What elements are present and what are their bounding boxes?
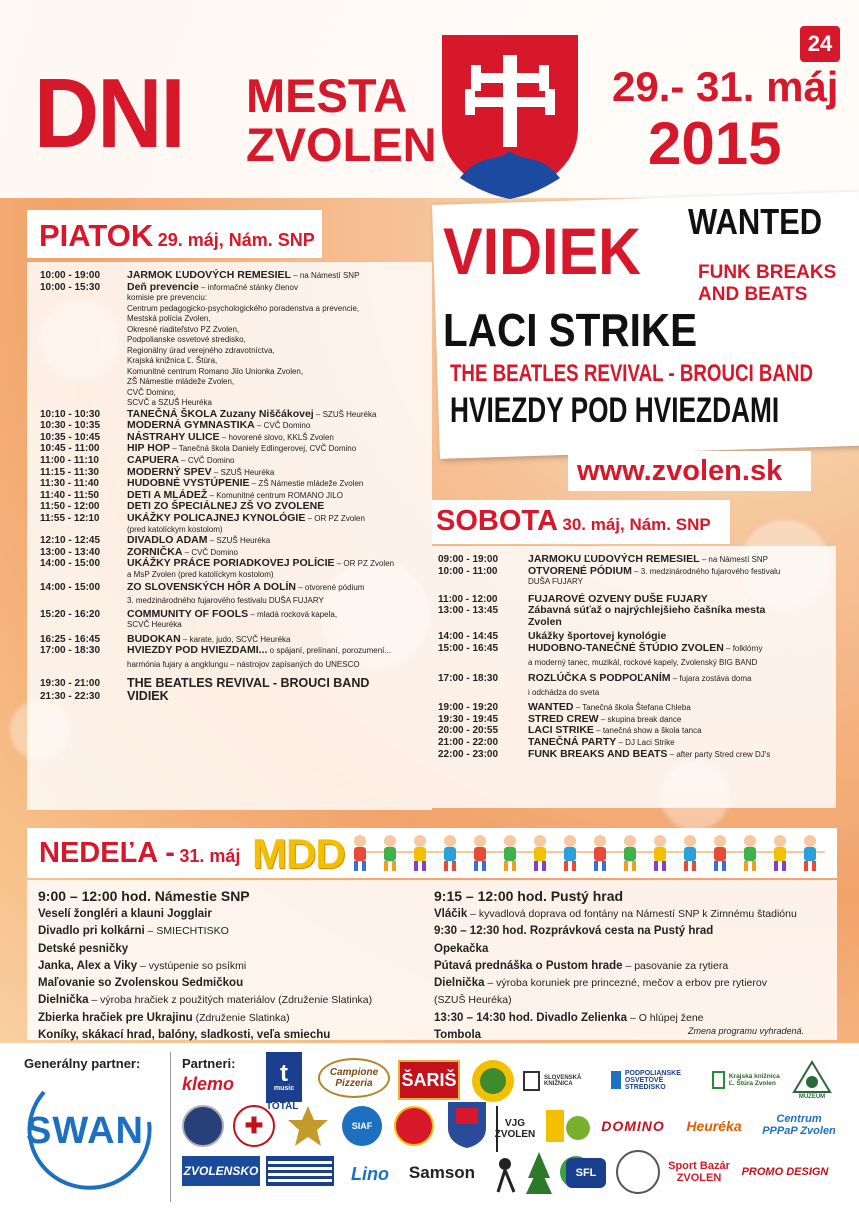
klemo-logo: klemo bbox=[182, 1074, 235, 1094]
sunday-item bbox=[434, 975, 834, 992]
saturday-schedule bbox=[438, 554, 833, 760]
sunday-item-title: 13:30 – 14:30 hod. Divadlo Zelienka bbox=[434, 1011, 628, 1024]
schedule-row bbox=[438, 566, 833, 578]
partners-divider bbox=[170, 1052, 171, 1202]
prevencia-member: Podpolianske osvetové stredisko, bbox=[127, 335, 246, 345]
headliner-hviezdy: HVIEZDY POD HVIEZDAMI bbox=[450, 391, 780, 430]
detail: – ZŠ Námestie mládeže Zvolen bbox=[249, 479, 364, 489]
campione-logo: Campione Pizzeria bbox=[318, 1058, 390, 1098]
time: 10:10 - 10:30 bbox=[40, 408, 101, 420]
sunday-item bbox=[38, 975, 438, 992]
schedule-row bbox=[40, 443, 430, 455]
detail: – CVČ Domino bbox=[254, 421, 311, 431]
pos-label: PODPOLIANSKE OSVETOVÉ STREDISKO bbox=[624, 1069, 681, 1091]
sunday-note: Zmena programu vyhradená. bbox=[688, 1026, 805, 1036]
prevencia-member: Centrum pedagogicko-psychologického poradenstva a prevencie, bbox=[127, 303, 360, 313]
siaf-logo: SIAF bbox=[342, 1106, 382, 1146]
schedule-row bbox=[40, 513, 430, 525]
sunday-item-title: Koníky, skákací hrad, balóny, sladkosti, veľa smiechu bbox=[38, 1029, 331, 1042]
detail: – Tanečná škola Daniely Edlingerovej, CVČ Domino bbox=[169, 444, 357, 454]
lino-logo: Lino bbox=[351, 1163, 389, 1184]
time: 10:45 - 11:00 bbox=[40, 443, 100, 455]
time: 13:00 - 13:40 bbox=[40, 546, 101, 558]
sunday-item bbox=[434, 1010, 834, 1027]
website-link[interactable]: www.zvolen.sk bbox=[577, 455, 783, 487]
event: HUDOBNÉ VYSTÚPENIE bbox=[127, 477, 250, 490]
juggler-logo bbox=[616, 1150, 660, 1194]
detail: – after party Stred crew DJ's bbox=[667, 749, 771, 759]
detail: – SZUŠ Heuréka bbox=[207, 536, 271, 546]
sunday-item-title: Janka, Alex a Viky bbox=[38, 959, 138, 972]
headliner-beats: AND BEATS bbox=[698, 284, 808, 305]
time: 11:00 - 12:00 bbox=[438, 593, 498, 605]
time: 13:00 - 13:45 bbox=[438, 605, 499, 617]
time: 22:00 - 23:00 bbox=[438, 748, 499, 760]
prevencia-member: Mestská polícia Zvolen, bbox=[127, 314, 211, 324]
event: Zábavná súťaž o najrýchlejšieho čašníka mesta bbox=[528, 604, 766, 617]
time: 14:00 - 15:00 bbox=[40, 558, 101, 570]
sunday-item-title: Vláčik bbox=[434, 908, 468, 920]
sunday-left-title: 9:00 – 12:00 hod. Námestie SNP bbox=[38, 888, 250, 904]
event: BUDOKAN bbox=[127, 632, 181, 645]
prevencia-member: CVČ Domino, bbox=[127, 387, 176, 397]
general-partner-label: Generálny partner: bbox=[24, 1056, 141, 1071]
domino-logo: DOMINO bbox=[601, 1118, 665, 1134]
event: OTVORENÉ PÓDIUM bbox=[528, 564, 632, 577]
friday-comm-sub: SCVČ Heuréka bbox=[127, 620, 182, 630]
muzeum-label: MÚZEUM bbox=[798, 1094, 826, 1100]
sunday-item-note: – SMIECHTISKO bbox=[144, 925, 229, 938]
sunday-left bbox=[38, 886, 438, 1044]
event: LACI STRIKE bbox=[528, 724, 594, 737]
zvolensko-logo: ZVOLENSKO bbox=[182, 1156, 260, 1186]
sunday-item-title: 9:30 – 12:30 hod. Rozprávková cesta na Pustý hrad bbox=[434, 925, 714, 938]
kriz-logo: ✚ bbox=[233, 1105, 275, 1147]
event: JARMOKU ĽUDOVÝCH REMESIEL bbox=[528, 553, 700, 565]
prevencia-member: Komunitné centrum Romano Jilo Unionka Zvolen, bbox=[127, 366, 304, 376]
sportbazar-logo: Sport Bazár ZVOLEN bbox=[668, 1160, 730, 1184]
schedule-row bbox=[40, 478, 430, 490]
time: 11:40 - 11:50 bbox=[40, 489, 99, 501]
schedule-row bbox=[40, 455, 430, 467]
sunday-item-title: Dielnička bbox=[38, 994, 89, 1007]
friday-hory-sub: 3. medzinárodného fujarového festivalu DUŠA FUJARY bbox=[127, 596, 324, 605]
schedule-row bbox=[40, 270, 430, 282]
sunday-day-label: NEDEĽA - bbox=[39, 837, 175, 869]
time: 19:00 - 19:20 bbox=[438, 702, 499, 714]
sunday-item bbox=[38, 958, 438, 975]
saturday-studio-sub: a moderný tanec, muzikál, rockové kapely, Zvolenský BIG BAND bbox=[528, 657, 758, 667]
schedule-row bbox=[438, 605, 833, 617]
header-zvolen: ZVOLEN bbox=[246, 118, 437, 171]
time: 12:10 - 12:45 bbox=[40, 535, 101, 547]
event: DETI A MLÁDEŽ bbox=[127, 488, 208, 501]
police-badge-logo bbox=[182, 1105, 224, 1147]
sunday-item bbox=[434, 906, 834, 923]
event: STRED CREW bbox=[528, 712, 599, 725]
prevencia-member: SCVČ a SZUŠ Heuréka bbox=[127, 398, 212, 408]
detail: – Komunitné centrum ROMANO JILO bbox=[207, 490, 343, 500]
detail: – OR PZ Zvolen bbox=[305, 514, 365, 524]
blue-stripes-logo bbox=[266, 1156, 334, 1186]
event: Ukážky športovej kynológie bbox=[528, 630, 667, 643]
sunday-item-title: Divadlo pri kolkárni bbox=[38, 925, 145, 938]
saturday-rozl-sub: i odchádza do sveta bbox=[528, 687, 600, 697]
time: 11:15 - 11:30 bbox=[40, 466, 99, 478]
friday-day-label: PIATOK bbox=[39, 218, 154, 253]
sunday-item-title: Pútavá prednáška o Pustom hrade bbox=[434, 959, 623, 972]
heureka-logo: Heuréka bbox=[686, 1118, 742, 1134]
saturday-zabava-sub: Zvolen bbox=[528, 615, 562, 628]
slovak-coat-of-arms-icon bbox=[440, 33, 580, 201]
header-year: 2015 bbox=[648, 110, 782, 177]
time: 17:00 - 18:30 bbox=[438, 673, 499, 685]
promo-logo: PROMO DESIGN bbox=[741, 1166, 829, 1178]
sunday-item bbox=[38, 923, 438, 940]
headliner-funk: FUNK BREAKS bbox=[698, 262, 837, 283]
event: VIDIEK bbox=[127, 688, 169, 703]
sunday-item bbox=[38, 1010, 438, 1027]
event: THE BEATLES REVIVAL - BROUCI BAND bbox=[127, 676, 370, 691]
time: 09:00 - 19:00 bbox=[438, 554, 499, 565]
prevencia-member: Okresné riaditeľstvo PZ Zvolen, bbox=[127, 324, 240, 334]
time: 10:30 - 10:35 bbox=[40, 420, 101, 432]
sunday-item bbox=[434, 958, 834, 975]
partners-label: Partneri: bbox=[182, 1056, 236, 1071]
detail: o spájaní, prelínaní, porozumení... bbox=[267, 646, 392, 656]
saturday-detail: 30. máj, Nám. SNP bbox=[562, 515, 711, 534]
detail: – na Námestí SNP bbox=[290, 271, 360, 280]
time: 10:00 - 11:00 bbox=[438, 565, 498, 577]
friday-kyno-sub: (pred katolíckym kostolom) bbox=[127, 524, 223, 534]
schedule-row bbox=[40, 645, 430, 657]
schedule-row bbox=[438, 554, 833, 566]
owl-icon bbox=[542, 1106, 590, 1148]
schedule-row bbox=[438, 725, 833, 737]
schedule-row bbox=[40, 678, 430, 691]
sunday-item bbox=[38, 906, 438, 923]
friday-detail: 29. máj, Nám. SNP bbox=[157, 230, 315, 250]
schedule-row bbox=[438, 702, 833, 714]
event: ROZLÚČKA S PODPOĽANÍM bbox=[528, 672, 671, 685]
detail: – CVČ Domino bbox=[178, 456, 235, 466]
header-dates: 29.- 31. máj bbox=[612, 63, 839, 110]
detail: – hovorené slovo, KKLŠ Zvolen bbox=[219, 432, 334, 442]
sunday-item-note: (Združenie Slatinka) bbox=[192, 1011, 290, 1024]
event: COMMUNITY OF FOOLS bbox=[127, 607, 249, 620]
detail: – CVČ Domino bbox=[182, 547, 238, 557]
saturday-day bbox=[436, 505, 711, 538]
sunday-item-title: Veselí žongléri a klauni Jogglair bbox=[38, 908, 212, 920]
detail: – informačné stánky členov bbox=[198, 282, 298, 292]
pos-logo bbox=[611, 1066, 701, 1094]
schedule-row bbox=[438, 643, 833, 655]
schedule-row bbox=[40, 535, 430, 547]
detail: – SZUŠ Heuréka bbox=[211, 467, 275, 477]
detail: – skupina break dance bbox=[598, 714, 682, 724]
headliner-wanted: WANTED bbox=[688, 201, 823, 242]
detail: – SZUŠ Heuréka bbox=[313, 409, 377, 419]
friday-day bbox=[39, 218, 315, 254]
time: 11:30 - 11:40 bbox=[40, 478, 99, 490]
schedule-row bbox=[40, 558, 430, 570]
kriz-label bbox=[0, 0, 1, 1]
sunday-item-note: – výroba hračiek z použitých materiálov (Združenie Slatinka) bbox=[88, 994, 373, 1007]
time: 11:55 - 12:10 bbox=[40, 513, 100, 525]
event: HIP HOP bbox=[127, 442, 170, 455]
kniznica-logo bbox=[523, 1068, 599, 1094]
event: FUNK BREAKS AND BEATS bbox=[528, 747, 668, 760]
friday-hv-sub: harmónia fujary a angklungu – nástrojov zapísaných do UNESCO bbox=[127, 659, 360, 669]
music-label: music bbox=[273, 1084, 295, 1092]
time: 11:50 - 12:00 bbox=[40, 501, 100, 513]
header-badge: 24 bbox=[800, 26, 840, 62]
kkls-logo bbox=[712, 1066, 784, 1094]
kkls-label: Krajská knižnica Ľ. Štúra Zvolen bbox=[728, 1073, 780, 1087]
time: 19:30 - 21:00 bbox=[40, 678, 101, 690]
sunday-item-title: Maľovanie so Zvolenskou Sedmičkou bbox=[38, 977, 244, 990]
header-dni: DNI bbox=[34, 58, 184, 168]
sunday-right-title: 9:15 – 12:00 hod. Pustý hrad bbox=[434, 888, 624, 904]
event: FUJAROVÉ OZVENY DUŠE FUJARY bbox=[528, 592, 708, 605]
event: ZORNIČKA bbox=[127, 545, 183, 558]
children-chain-icon bbox=[345, 832, 825, 874]
sunday-item bbox=[38, 941, 438, 958]
prevencia-member: Krajská knižnica Ľ. Štúra, bbox=[127, 356, 218, 366]
time: 14:00 - 15:00 bbox=[40, 582, 101, 594]
schedule-row bbox=[438, 714, 833, 726]
time: 11:00 - 11:10 bbox=[40, 455, 99, 467]
event: MODERNÁ GYMNASTIKA bbox=[127, 419, 255, 432]
sunday-item-title: Tombola bbox=[434, 1029, 482, 1042]
sunday-item-title: Zbierka hračiek pre Ukrajinu bbox=[38, 1011, 193, 1024]
red-seal-logo bbox=[394, 1106, 434, 1146]
time: 19:30 - 19:45 bbox=[438, 713, 499, 725]
sunday-item bbox=[38, 1027, 438, 1044]
detail: – fujara zostáva doma bbox=[670, 674, 752, 684]
prevencia-member: Regionálny úrad verejného zdravotníctva, bbox=[127, 345, 275, 355]
detail: – otvorené pódium bbox=[295, 583, 365, 593]
sunday-item-note: – kyvadlová doprava od fontány na Námestí SNP k Zimnému štadiónu bbox=[467, 908, 797, 920]
event: WANTED bbox=[528, 701, 574, 714]
sunday-item-note: – výroba koruniek pre princezné, mečov a erbov pre rytierov bbox=[484, 977, 767, 990]
time: 15:20 - 16:20 bbox=[40, 608, 101, 620]
event: DETI ZO ŠPECIÁLNEJ ZŠ VO ZVOLENE bbox=[127, 500, 325, 513]
schedule-row bbox=[40, 420, 430, 432]
sunday-item-title: Opekačka bbox=[434, 942, 489, 955]
event: ZO SLOVENSKÝCH HÔR A DOLÍN bbox=[127, 581, 296, 594]
event: DIVADLO ADAM bbox=[127, 534, 208, 547]
acrobat-icon bbox=[490, 1156, 520, 1196]
samson-logo: Samson bbox=[408, 1163, 476, 1182]
sunday-item bbox=[434, 992, 834, 1009]
sunday-item-note: – O hlúpej žene bbox=[627, 1011, 704, 1024]
detail: – karate, judo, SCVČ Heuréka bbox=[180, 634, 291, 644]
time: 10:35 - 10:45 bbox=[40, 431, 101, 443]
event: MODERNÝ SPEV bbox=[127, 465, 212, 478]
schedule-row bbox=[438, 749, 833, 761]
event: HUDOBNO-TANEČNÉ ŠTÚDIO ZVOLEN bbox=[528, 641, 724, 654]
event: UKÁŽKY PRÁCE PORIADKOVEJ POLÍCIE bbox=[127, 557, 335, 570]
detail: – tanečná show a škola tanca bbox=[593, 726, 702, 736]
friday-police-sub: a MsP Zvolen (pred katolíckym kostolom) bbox=[127, 569, 274, 579]
time: 14:00 - 14:45 bbox=[438, 631, 499, 643]
sunday-item bbox=[434, 941, 834, 958]
event: TANEČNÁ ŠKOLA Zuzany Niščákovej bbox=[127, 407, 314, 420]
sunday-item-note: – pasovanie za rytiera bbox=[622, 959, 729, 972]
saturday-row-rozl bbox=[438, 673, 833, 685]
event: TANEČNÁ PARTY bbox=[528, 735, 617, 748]
event: CAPUERA bbox=[127, 454, 179, 467]
sunday-day bbox=[39, 837, 240, 870]
kniznica-label: SLOVENSKÁ KNIŽNICA bbox=[544, 1075, 582, 1087]
heraldic-shield-icon bbox=[446, 1100, 488, 1150]
event: UKÁŽKY POLICAJNEJ KYNOLÓGIE bbox=[127, 512, 306, 525]
sunday-right bbox=[434, 886, 834, 1044]
sunday-item bbox=[434, 923, 834, 940]
event: JARMOK ĽUDOVÝCH REMESIEL bbox=[127, 269, 291, 281]
detail: – 3. medzinárodného fujarového festivalu bbox=[631, 566, 781, 576]
time: 15:00 - 16:45 bbox=[438, 642, 499, 654]
header-mesta: MESTA bbox=[246, 69, 408, 122]
mdd-logo: MDD bbox=[252, 830, 345, 877]
schedule-row bbox=[40, 688, 430, 704]
detail: – Tanečná škola Štefana Chleba bbox=[573, 703, 691, 713]
headliner-beatles: THE BEATLES REVIVAL - BROUCI BAND bbox=[450, 360, 813, 387]
muzeum-logo bbox=[786, 1056, 838, 1104]
prevencia-member: ZŠ Námestie mládeže Zvolen, bbox=[127, 377, 235, 387]
time: 17:00 - 18:30 bbox=[40, 645, 101, 657]
detail: – mladá rocková kapela, bbox=[248, 609, 338, 619]
sunday-item-note: – vystúpenie so psíkmi bbox=[137, 959, 247, 972]
tree-icon bbox=[526, 1150, 552, 1200]
sunday-item bbox=[38, 992, 438, 1009]
time: 20:00 - 20:55 bbox=[438, 725, 499, 737]
detail: – folklórny bbox=[723, 643, 763, 653]
saturday-podium-sub: DUŠA FUJARY bbox=[528, 577, 583, 587]
event: HVIEZDY POD HVIEZDAMI... bbox=[127, 644, 268, 657]
event: NÁSTRAHY ULICE bbox=[127, 430, 220, 443]
friday-row-hory bbox=[40, 582, 430, 594]
detail: – OR PZ Zvolen bbox=[334, 559, 395, 569]
time: 16:25 - 16:45 bbox=[40, 633, 101, 645]
general-partner-swan: SWAN bbox=[26, 1110, 144, 1152]
total-label: TOTAL bbox=[266, 1101, 299, 1112]
sunday-item-title: Detské pesničky bbox=[38, 942, 129, 955]
time: 10:00 - 19:00 bbox=[40, 270, 101, 281]
saris-logo: ŠARIŠ bbox=[398, 1060, 460, 1100]
centrum-logo: Centrum PPPaP Zvolen bbox=[762, 1113, 836, 1137]
fire-badge-icon bbox=[286, 1104, 330, 1148]
vjg-logo: VJG ZVOLEN bbox=[496, 1106, 532, 1152]
saturday-day-label: SOBOTA bbox=[436, 505, 558, 537]
time: 21:00 - 22:00 bbox=[438, 736, 499, 748]
sunday-item-title: Dielnička bbox=[434, 977, 485, 990]
total-logo: t music bbox=[266, 1052, 302, 1102]
detail: – na Námestí SNP bbox=[699, 555, 768, 564]
headliner-laci: LACI STRIKE bbox=[443, 304, 698, 356]
schedule-row bbox=[40, 282, 430, 294]
sunday-detail: 31. máj bbox=[179, 846, 241, 866]
event: Deň prevencie bbox=[127, 280, 199, 293]
friday-schedule bbox=[40, 270, 430, 703]
headliner-vidiek: VIDIEK bbox=[443, 214, 642, 288]
detail: – DJ Laci Strike bbox=[616, 737, 675, 747]
friday-row-comm bbox=[40, 609, 430, 621]
schedule-row bbox=[40, 432, 430, 444]
sunday-item-note: (SZUŠ Heuréka) bbox=[434, 994, 512, 1007]
prevencia-member: komisie pre prevenciu: bbox=[127, 293, 208, 303]
time: 10:00 - 15:30 bbox=[40, 281, 101, 293]
time: 21:30 - 22:30 bbox=[40, 690, 101, 702]
rosette-icon bbox=[470, 1058, 516, 1104]
sfl-logo: SFL bbox=[566, 1158, 606, 1188]
